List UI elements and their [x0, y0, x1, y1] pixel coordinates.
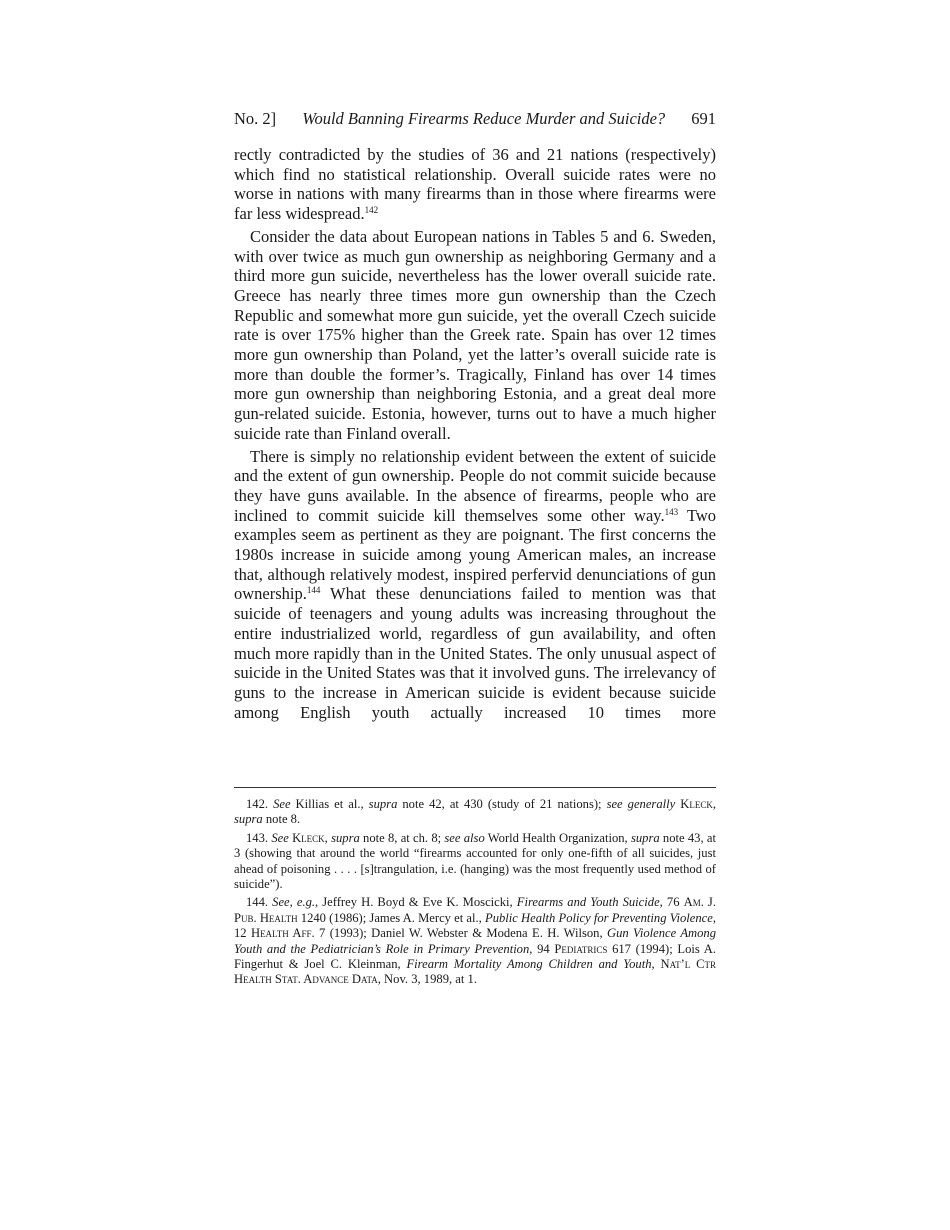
paragraph-3: [234, 447, 716, 723]
footnote-ref-143[interactable]: 143: [664, 506, 679, 517]
footnote-text: note 42, at 430 (study of 21 nations);: [397, 797, 607, 811]
running-head: [234, 108, 716, 130]
page-number: 691: [691, 109, 716, 128]
issue-number: No. 2]: [234, 109, 277, 128]
footnote-text: , 76: [659, 895, 684, 910]
paragraph-1-text-b: . Overall suicide rates were no worse in nations with many firearms than in those where firearms were far less widespread.: [234, 164, 716, 224]
footnote-text: ,: [712, 797, 716, 811]
footnote-text: 617 (1994); Lois A. Fingerhut & Joel C. Kleinman,: [234, 941, 716, 972]
footnote-144: [234, 895, 716, 987]
footnote-text: note 8.: [262, 812, 301, 827]
footnote-text: note 8, at ch. 8;: [359, 830, 445, 845]
article-title-italic: Gun Violence Among Youth and the Pediatrician’s Role in Primary Prevention: [234, 926, 716, 956]
footnote-ref-144[interactable]: 144: [306, 585, 321, 596]
footnote-text: , Jeffrey H. Boyd & Eve K. Moscicki,: [315, 895, 517, 910]
author-kleck: Kleck: [292, 830, 325, 845]
footnote-text: World Health Organization,: [484, 830, 631, 845]
signal-supra: supra: [234, 812, 263, 827]
paragraph-3-text-b: Two examples seem as pertinent as they are poignant. The first concerns the 1980s increase in suicide among young American males, an increase that, although relatively modest, inspired perfervid denunciations of gun ownership.: [234, 505, 716, 604]
signal-supra: supra: [630, 830, 660, 845]
footnote-142: [234, 797, 716, 828]
paragraph-2: Consider the data about European nations in Tables 5 and 6. Sweden, with over twice as much gun ownership as neighboring Germany and a third more gun suicide, nevertheless has the lower overall suicide rate. Greece has nearly three times more gun ownership than the Czech Republic and somewhat more gun suicide, yet the overall Czech suicide rate is over 175% higher than the Greek rate. Spain has over 12 times more gun ownership than Poland, yet the latter’s overall suicide rate is more than double the former’s. Tragically, Finland has over 14 times more gun ownership than neighboring Estonia, and a great deal more gun-related suicide. Estonia, however, turns out to have a much higher suicide rate than Finland overall.: [234, 226, 716, 443]
journal-name: Pediatrics: [554, 941, 608, 956]
footnote-143: [234, 831, 716, 893]
author-kleck: Kleck: [680, 797, 713, 811]
signal-supra: supra: [331, 830, 360, 845]
paragraph-1: [234, 145, 716, 224]
footnote-divider: [234, 787, 716, 788]
footnote-text: note 43, at 3 (showing that around the world “firearms accounted for only one-fifth of all suicides, just ahead of poisoning . . . . [s]trangulation, i.e. (hanging) was the most frequently used method of suicide”).: [234, 830, 716, 892]
footnote-text: , Nov. 3, 1989, at 1.: [377, 972, 477, 987]
signal-see: See: [273, 797, 291, 811]
paragraph-3-text-a: There is simply no relationship evident between the extent of suicide and the extent of gun ownership. People do not commit suicide because they have guns available. In the absence of firearms, people who are inclined to commit suicide kill themselves some other way.: [234, 446, 716, 525]
signal-see-generally: see generally: [606, 797, 676, 811]
article-title-italic: Firearms and Youth Suicide: [516, 895, 660, 910]
signal-see-also: see also: [444, 830, 485, 845]
journal-name: Health Aff.: [250, 926, 315, 941]
page: [234, 108, 716, 722]
footnote-text: , 12: [234, 910, 716, 941]
article-title-italic: Firearm Mortality Among Children and Youth: [406, 957, 652, 972]
paragraph-3-text-c: What these denunciations failed to mention was that suicide of teenagers and young adults was increasing throughout the entire industrialized world, regardless of gun availability, and often much more rapidly than in the United States. The only unusual aspect of suicide in the United States was that it involved guns. The irrelevancy of guns to the increase in American suicide is evident because suicide among English youth actually increased 10 times more: [234, 584, 716, 722]
footnote-number: 144.: [246, 895, 269, 910]
signal-see-eg: See, e.g.: [272, 895, 316, 910]
footnote-text: ,: [651, 957, 661, 972]
footnote-ref-142[interactable]: 142: [364, 205, 379, 216]
footnote-text: Killias et al.,: [290, 797, 369, 811]
footnote-text: ,: [324, 830, 332, 845]
footnote-text: 1240 (1986); James A. Mercy et al.,: [297, 910, 485, 925]
body-text: [234, 145, 716, 722]
journal-name: Nat’l Ctr Health Stat. Advance Data: [234, 957, 716, 987]
article-title-italic: Public Health Policy for Preventing Violence: [485, 910, 713, 925]
article-title: Would Banning Firearms Reduce Murder and Suicide?: [302, 109, 666, 128]
signal-see: See: [271, 830, 289, 845]
footnote-text: , 94: [529, 941, 555, 956]
signal-supra: supra: [368, 797, 398, 811]
paragraph-1-text-a: rectly contradicted by the studies of 36 and 21 nations (respectively) which find no statistical relationship: [234, 145, 716, 184]
footnote-text: 7 (1993); Daniel W. Webster & Modena E. H. Wilson,: [314, 926, 607, 941]
journal-name: Am. J. Pub. Health: [234, 895, 716, 925]
footnotes: [234, 797, 716, 991]
footnote-number: 143.: [246, 830, 269, 845]
footnote-number: 142.: [246, 797, 269, 811]
